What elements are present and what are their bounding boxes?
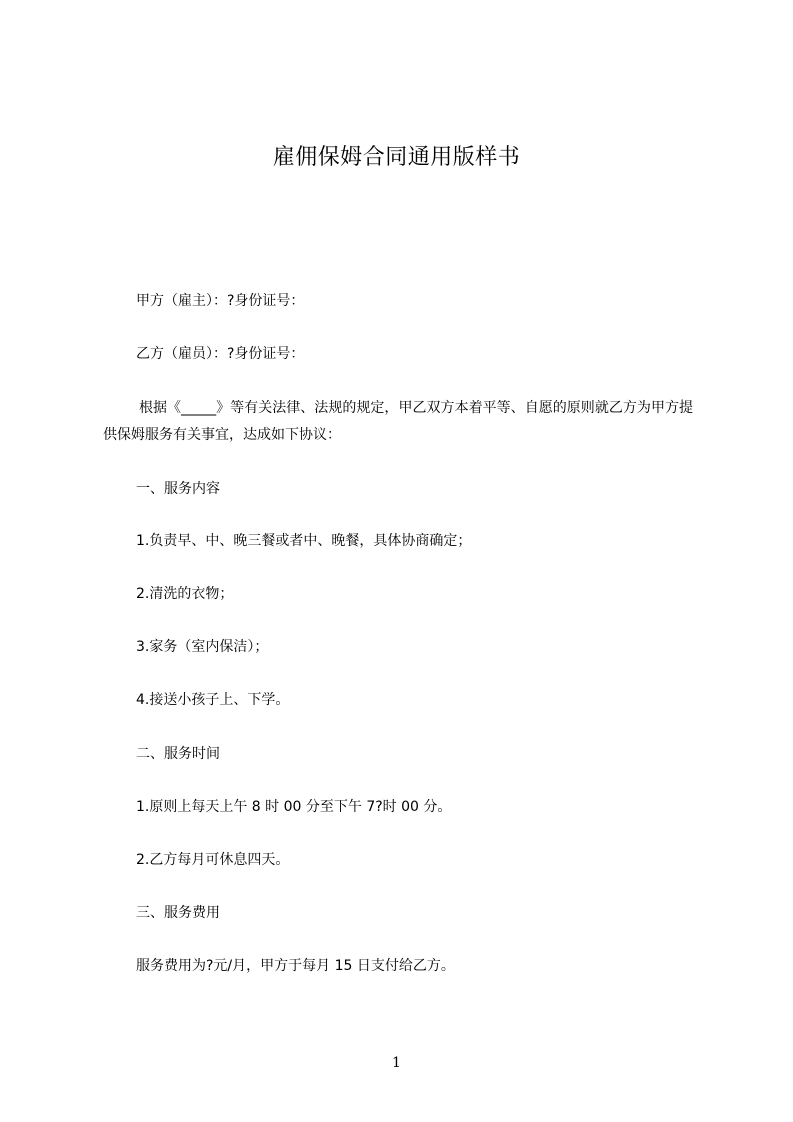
page-number: 1: [392, 1055, 401, 1071]
section-3-heading: 三、服务费用: [136, 905, 220, 921]
document-title: 雇佣保姆合同通用版样书: [272, 145, 521, 170]
party-a-line: 甲方（雇主）：?身份证号：: [136, 293, 305, 309]
section-1-item: 1.负责早、中、晚三餐或者中、晚餐，具体协商确定；: [136, 533, 472, 549]
intro-paragraph: 根据《_____》等有关法律、法规的规定，甲乙双方本着平等、自愿的原则就乙方为甲方提供保姆服务有关事宜，达成如下协议：: [103, 400, 693, 443]
section-3-text: 服务费用为?元/月，甲方于每月 15 日支付给乙方。: [136, 958, 455, 974]
section-1-heading: 一、服务内容: [136, 481, 220, 497]
section-1-item: 3.家务（室内保洁）；: [136, 639, 269, 655]
section-2-item: 2.乙方每月可休息四天。: [136, 852, 290, 868]
section-1-item: 2.清洗的衣物；: [136, 586, 234, 602]
party-b-line: 乙方（雇员）：?身份证号：: [136, 346, 305, 362]
section-2-item: 1.原则上每天上午 8 时 00 分至下午 7?时 00 分。: [136, 799, 452, 815]
section-2-heading: 二、服务时间: [136, 746, 220, 762]
section-1-item: 4.接送小孩子上、下学。: [136, 692, 290, 708]
